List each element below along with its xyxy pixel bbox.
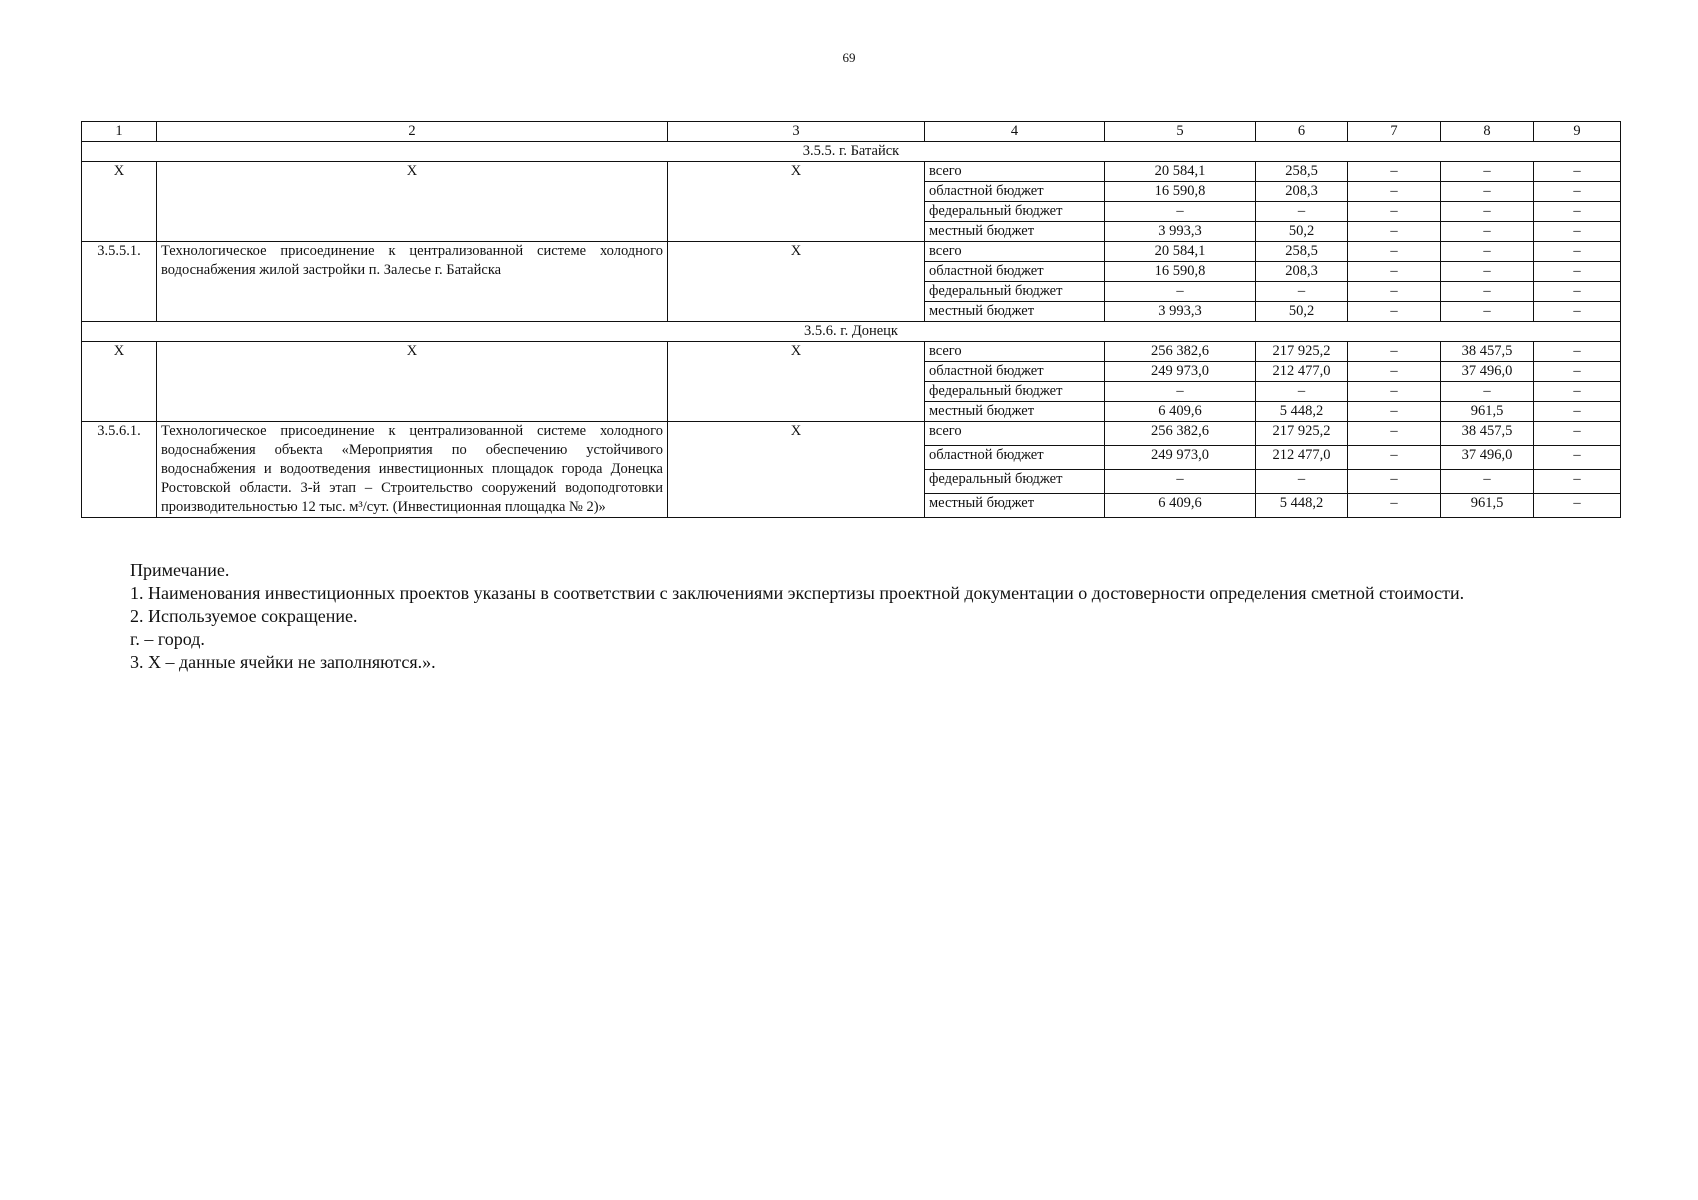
value-col9: –: [1534, 422, 1621, 446]
value-col8: 961,5: [1441, 494, 1534, 518]
value-col9: –: [1534, 382, 1621, 402]
budget-source-label: федеральный бюджет: [925, 382, 1105, 402]
table-row: [82, 242, 1621, 262]
value-col8: –: [1441, 242, 1534, 262]
page-number: 69: [842, 50, 856, 65]
value-col5: 249 973,0: [1105, 362, 1256, 382]
value-col5: –: [1105, 470, 1256, 494]
value-col6: 5 448,2: [1256, 494, 1348, 518]
note-item: г. – город.: [130, 629, 205, 649]
value-col8: 38 457,5: [1441, 422, 1534, 446]
value-col7: –: [1348, 262, 1441, 282]
budget-source-label: федеральный бюджет: [925, 470, 1105, 494]
header-row: [82, 122, 1621, 142]
value-col9: –: [1534, 402, 1621, 422]
budget-source-label: всего: [925, 242, 1105, 262]
value-col9: –: [1534, 494, 1621, 518]
header-cell: 3: [668, 122, 925, 142]
value-col5: 16 590,8: [1105, 182, 1256, 202]
value-col7: –: [1348, 402, 1441, 422]
value-col5: –: [1105, 282, 1256, 302]
budget-source-label: федеральный бюджет: [925, 282, 1105, 302]
item-name: X: [157, 162, 668, 242]
item-col3: X: [668, 342, 925, 422]
value-col9: –: [1534, 182, 1621, 202]
value-col6: –: [1256, 202, 1348, 222]
budget-source-label: всего: [925, 342, 1105, 362]
item-number: 3.5.6.1.: [82, 422, 157, 518]
value-col8: –: [1441, 382, 1534, 402]
value-col6: 5 448,2: [1256, 402, 1348, 422]
value-col9: –: [1534, 282, 1621, 302]
value-col7: –: [1348, 222, 1441, 242]
value-col9: –: [1534, 470, 1621, 494]
value-col6: –: [1256, 282, 1348, 302]
item-col3: X: [668, 422, 925, 518]
value-col7: –: [1348, 470, 1441, 494]
item-number: X: [82, 162, 157, 242]
budget-source-label: областной бюджет: [925, 446, 1105, 470]
value-col8: 38 457,5: [1441, 342, 1534, 362]
budget-source-label: всего: [925, 162, 1105, 182]
value-col9: –: [1534, 362, 1621, 382]
value-col6: 208,3: [1256, 262, 1348, 282]
section-row: [82, 142, 1621, 162]
budget-source-label: местный бюджет: [925, 302, 1105, 322]
header-cell: 4: [925, 122, 1105, 142]
value-col8: –: [1441, 470, 1534, 494]
value-col5: 20 584,1: [1105, 162, 1256, 182]
budget-table: [81, 121, 1621, 518]
value-col6: 50,2: [1256, 222, 1348, 242]
item-name: Технологическое присоединение к централизованной системе холодного водоснабжения объекта «Мероприятия по обеспечению устойчивого водоснабжения и водоотведения инвестиционных площадок города Донецка Ростовской области. 3-й этап – Строительство сооружений водоподготовки производительностью 12 тыс. м³/сут. (Инвестиционная площадка № 2)»: [157, 422, 668, 518]
value-col5: 6 409,6: [1105, 494, 1256, 518]
item-col3: X: [668, 162, 925, 242]
value-col6: 217 925,2: [1256, 422, 1348, 446]
value-col6: 212 477,0: [1256, 446, 1348, 470]
value-col7: –: [1348, 202, 1441, 222]
value-col7: –: [1348, 382, 1441, 402]
value-col9: –: [1534, 262, 1621, 282]
budget-source-label: всего: [925, 422, 1105, 446]
value-col7: –: [1348, 362, 1441, 382]
budget-source-label: областной бюджет: [925, 262, 1105, 282]
header-cell: 5: [1105, 122, 1256, 142]
value-col8: –: [1441, 202, 1534, 222]
header-cell: 8: [1441, 122, 1534, 142]
value-col8: –: [1441, 182, 1534, 202]
header-cell: 7: [1348, 122, 1441, 142]
value-col8: –: [1441, 282, 1534, 302]
value-col9: –: [1534, 222, 1621, 242]
value-col5: 256 382,6: [1105, 422, 1256, 446]
value-col7: –: [1348, 182, 1441, 202]
budget-source-label: областной бюджет: [925, 362, 1105, 382]
value-col8: –: [1441, 222, 1534, 242]
value-col5: 3 993,3: [1105, 302, 1256, 322]
header-cell: 2: [157, 122, 668, 142]
value-col6: 258,5: [1256, 162, 1348, 182]
value-col8: –: [1441, 302, 1534, 322]
note-item: 3. X – данные ячейки не заполняются.».: [130, 652, 436, 672]
value-col7: –: [1348, 446, 1441, 470]
budget-source-label: местный бюджет: [925, 402, 1105, 422]
value-col5: 6 409,6: [1105, 402, 1256, 422]
item-col3: X: [668, 242, 925, 322]
header-cell: 6: [1256, 122, 1348, 142]
value-col8: 37 496,0: [1441, 446, 1534, 470]
budget-source-label: областной бюджет: [925, 182, 1105, 202]
value-col9: –: [1534, 302, 1621, 322]
value-col8: 37 496,0: [1441, 362, 1534, 382]
value-col5: 16 590,8: [1105, 262, 1256, 282]
item-number: 3.5.5.1.: [82, 242, 157, 322]
value-col9: –: [1534, 446, 1621, 470]
budget-source-label: местный бюджет: [925, 494, 1105, 518]
item-name: Технологическое присоединение к централизованной системе холодного водоснабжения жилой застройки п. Залесье г. Батайска: [157, 242, 668, 322]
value-col9: –: [1534, 242, 1621, 262]
value-col6: 258,5: [1256, 242, 1348, 262]
notes-title: Примечание.: [130, 560, 230, 580]
value-col9: –: [1534, 162, 1621, 182]
header-cell: 1: [82, 122, 157, 142]
section-title: 3.5.5. г. Батайск: [82, 142, 1621, 162]
value-col8: –: [1441, 162, 1534, 182]
value-col6: –: [1256, 470, 1348, 494]
value-col5: 20 584,1: [1105, 242, 1256, 262]
section-title: 3.5.6. г. Донецк: [82, 322, 1621, 342]
section-row: [82, 322, 1621, 342]
value-col5: 256 382,6: [1105, 342, 1256, 362]
notes-block: [130, 559, 1630, 674]
budget-source-label: федеральный бюджет: [925, 202, 1105, 222]
value-col6: 50,2: [1256, 302, 1348, 322]
value-col9: –: [1534, 342, 1621, 362]
value-col5: –: [1105, 382, 1256, 402]
budget-source-label: местный бюджет: [925, 222, 1105, 242]
value-col7: –: [1348, 494, 1441, 518]
value-col5: 3 993,3: [1105, 222, 1256, 242]
table-row: [82, 422, 1621, 446]
value-col5: –: [1105, 202, 1256, 222]
note-item: 2. Используемое сокращение.: [130, 606, 358, 626]
value-col7: –: [1348, 162, 1441, 182]
value-col7: –: [1348, 302, 1441, 322]
value-col7: –: [1348, 282, 1441, 302]
item-number: X: [82, 342, 157, 422]
value-col6: 212 477,0: [1256, 362, 1348, 382]
table-row: [82, 342, 1621, 362]
table-row: [82, 162, 1621, 182]
value-col8: 961,5: [1441, 402, 1534, 422]
value-col9: –: [1534, 202, 1621, 222]
value-col5: 249 973,0: [1105, 446, 1256, 470]
value-col6: 217 925,2: [1256, 342, 1348, 362]
note-item: 1. Наименования инвестиционных проектов указаны в соответствии с заключениями экспертизы проектной документации о достоверности определения сметной стоимости.: [130, 583, 1465, 603]
header-cell: 9: [1534, 122, 1621, 142]
value-col6: 208,3: [1256, 182, 1348, 202]
value-col6: –: [1256, 382, 1348, 402]
value-col7: –: [1348, 342, 1441, 362]
value-col7: –: [1348, 422, 1441, 446]
item-name: X: [157, 342, 668, 422]
value-col7: –: [1348, 242, 1441, 262]
value-col8: –: [1441, 262, 1534, 282]
